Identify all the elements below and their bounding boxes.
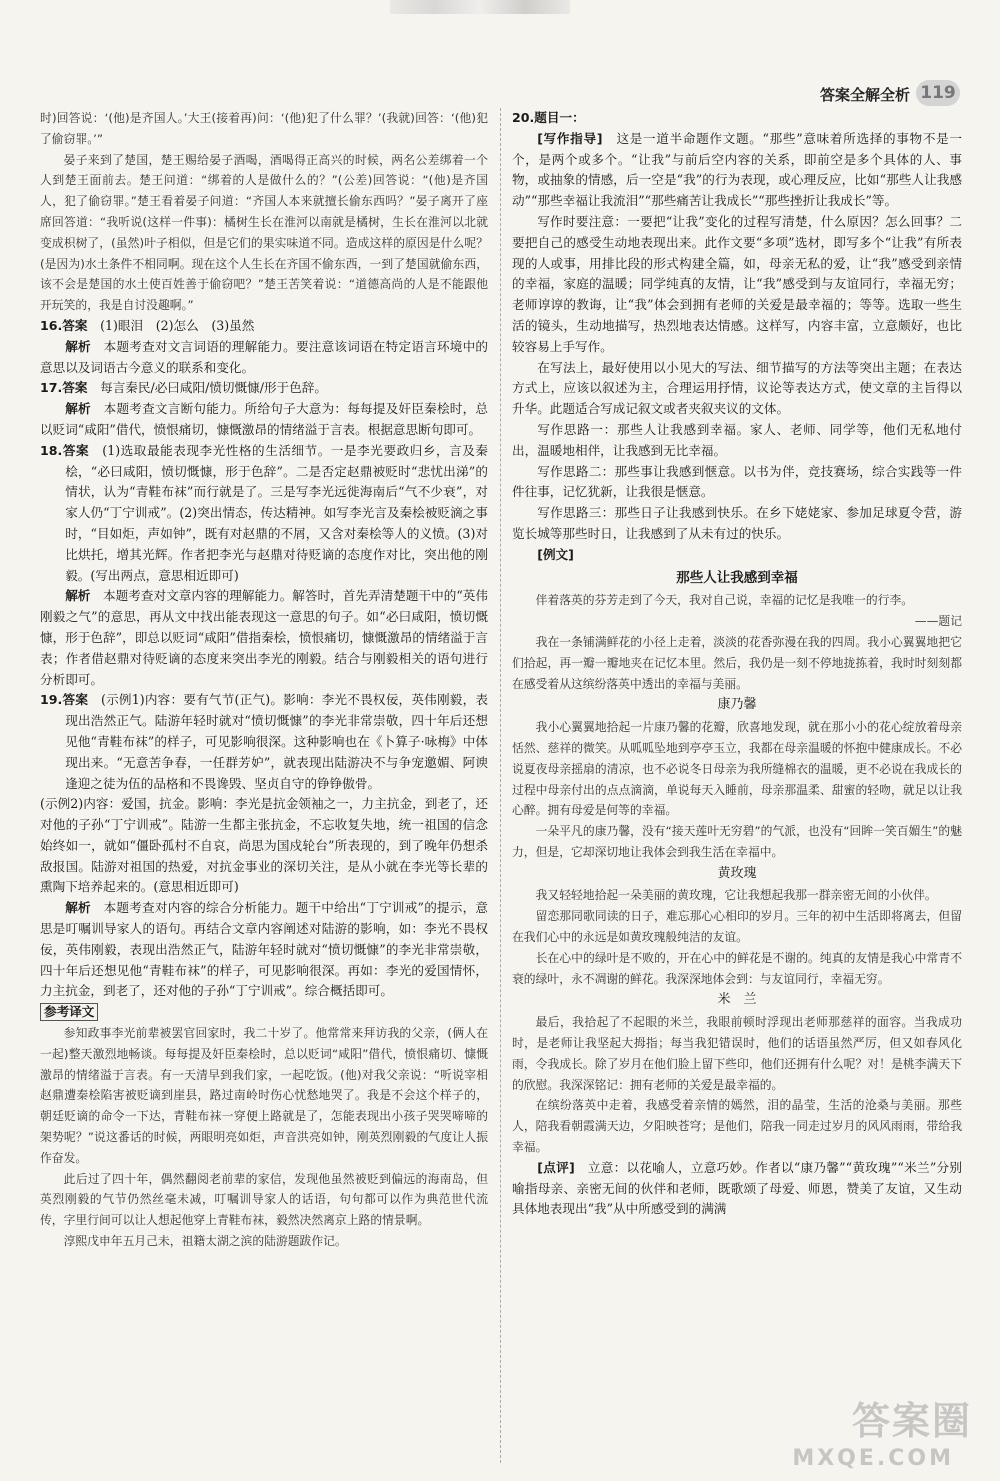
- essay-subheading: 康乃馨: [717, 697, 757, 713]
- essay-title: 那些人让我感到幸福: [676, 569, 798, 586]
- paragraph: [512, 885, 962, 906]
- paragraph-text: 这是一道半命题作文题。“那些”意味着所选择的事物不是一个，是两个或多个。“让我”与前后空内容的关系，即前空是多个具体的人、事物，或抽象的情感，后一空是“我”的行为表现，或心理反应，比如“那些人让我感动”“那些幸福让我流泪”“那些痛苦让我成长”“那些挫折让我成长”等。: [512, 130, 962, 209]
- paragraph: [40, 898, 488, 1002]
- paragraph: [512, 358, 962, 420]
- right-column: [512, 108, 962, 1220]
- paragraph: [512, 906, 962, 948]
- paragraph-text: 写作思路二：那些事让我感到惬意。以书为伴，竞技赛场，综合实践等一件件往事，记忆犹新，让我很是惬意。: [512, 463, 962, 500]
- paragraph-text: 晏子来到了楚国，楚王赐给晏子酒喝，酒喝得正高兴的时候，两名公差绑着一个人到楚王面前去。楚王问道：“绑着的人是做什么的？”(公差)回答说：“(他)是齐国人，犯了偷窃罪。”楚王看着晏子问道：“齐国人本来就擅长偷东西吗？”晏子离开了座席回答道：“我听说(这样一件事)：橘树生长在淮河以南就是橘树，生长在淮河以北就变成枳树了，(虽然)叶子相似，但是它们的果实味道不同。造成这样的原因是什么呢？(是因为)水土条件不相同啊。现在这个人生长在齐国不偷东西，一到了楚国就偷东西，该不会是楚国的水土使百姓善于偷窃吧？”楚王苦笑着说：“道德高尚的人是不能跟他开玩笑的，我是自讨没趣啊。”: [40, 152, 488, 313]
- answer-label: 17.答案: [40, 380, 88, 396]
- paragraph-text: 每言秦民/必曰咸阳/愤切慨慷/形于色辞。: [100, 380, 327, 396]
- paragraph: [512, 545, 962, 566]
- paragraph: [40, 378, 488, 399]
- paragraph-text: 写作时要注意：一要把“让我”变化的过程写清楚，什么原因？怎么回事？二要把自己的感受生动地表现出来。此作文要“多项”选材，即写多个“让我”有所表现的人或事，用排比段的形式构建全篇，如，母亲无私的爱，让“我”感受到亲情的幸福，家庭的温暖；同学纯真的友情，让“我”感受到与友谊同行，幸福无穷；老师谆谆的教诲，让“我”体会到拥有老师的关爱是最幸福的；等等。选取一些生活的镜头，生动地描写，热烈地表达情感。这样写，内容丰富，立意颇好，也比较容易上手写作。: [512, 213, 962, 354]
- answer-label: 解析: [65, 401, 91, 417]
- left-column: [40, 108, 488, 1252]
- paragraph-text: 伴着落英的芬芳走到了今天，我对自己说，幸福的记忆是我唯一的行李。: [535, 593, 914, 608]
- paragraph: [512, 821, 962, 863]
- answer-label: 20.题目一：: [512, 110, 579, 125]
- paragraph: [40, 399, 488, 441]
- paragraph: [40, 441, 488, 587]
- paragraph: [512, 1158, 962, 1220]
- essay-subheading: 黄玫瑰: [717, 865, 757, 881]
- section-tag: [点评]: [537, 1159, 575, 1175]
- paragraph: [512, 1012, 962, 1095]
- paragraph: [512, 611, 962, 632]
- paragraph-text: 立意：以花喻人，立意巧妙。作者以“康乃馨”“黄玫瑰”“米兰”分别喻指母亲、亲密无间的伙伴和老师，既歌颂了母爱、师恩，赞美了友谊，又生动具体地表现出“我”从中所感受到的满满: [512, 1159, 963, 1217]
- section-tag: [写作指导]: [537, 130, 603, 146]
- paragraph: [512, 632, 962, 694]
- answer-label: 16.答案: [40, 317, 88, 333]
- answer-label: 解析: [65, 588, 91, 604]
- paragraph: [40, 316, 488, 337]
- answer-label: 18.答案: [40, 442, 90, 458]
- paragraph-text: 本题考查对文章内容的理解能力。解答时，首先弄清楚题干中的“英伟刚毅之气”的意思，再从文中找出能表现这一意思的句子。如“必曰咸阳，愤切慨慷，形于色辞”，即总以贬词“咸阳”借指秦桧，愤恨痛切，慷慨激昂的情绪溢于言表；作者借赵鼎对待贬谪的态度来突出李光的刚毅。结合与刚毅相关的语句进行分析即可。: [40, 588, 488, 687]
- paragraph: [512, 108, 962, 129]
- paragraph: [512, 212, 962, 358]
- page-number-badge: 119: [916, 80, 960, 106]
- paragraph: [512, 948, 962, 990]
- answer-label: 解析: [65, 900, 91, 916]
- paragraph: [512, 590, 962, 611]
- paragraph-text: 我在一条铺满鲜花的小径上走着，淡淡的花香弥漫在我的四周。我小心翼翼地把它们拾起，再一瓣一瓣地夹在记忆本里。然后，我仍是一刻不停地拢拣着，我时时刻刻都在感受着从这缤纷落英中透出的幸福与美丽。: [512, 634, 962, 691]
- header-title: 答案全解全析: [819, 86, 910, 104]
- watermark-url: MXQE.COM: [792, 1446, 954, 1471]
- paragraph-text: 本题考查文言断句能力。所给句子大意为：每每提及奸臣秦桧时，总以贬词“咸阳”借代，愤恨痛切，慷慨激昂的情绪溢于言表。根据意思断句即可。: [40, 401, 489, 437]
- paragraph-text: 写作思路三：那些日子让我感到快乐。在乡下姥姥家、参加足球夏令营，游览长城等那些时日，让我感到了从未有过的快乐。: [512, 505, 962, 541]
- section-tag: [例文]: [537, 546, 574, 562]
- paragraph: [512, 462, 962, 504]
- paragraph-text: 最后，我拾起了不起眼的米兰，我眼前顿时浮现出老师那慈祥的面容。当我成功时，是老师让我坚起大拇指；每当我犯错误时，他们的话语虽然严厉，但又如春风化雨，令我成长。除了岁月在他们脸上留下些印，他们还拥有什么呢？对！是桃李满天下的欣慰。我深深铭记：拥有老师的关爱是最幸福的。: [512, 1015, 962, 1092]
- paragraph: [40, 1231, 488, 1252]
- page-header: [0, 0, 1000, 104]
- paragraph-text: 参知政事李光前辈被罢官回家时，我二十岁了。他常常来拜访我的父亲，(俩人在一起)整天激烈地畅谈。每每提及奸臣秦桧时，总以贬词“咸阳”借代，愤恨痛切、慷慨激昂的情绪溢于言表。有一天清早到我们家，一起吃饭。(他)对我父亲说：“听说宰相赵鼎遭秦桧陷害被贬谪到崖县，路过南岭时伤心忧愁地哭了。我是不会这个样子的，朝廷贬谪的命令一下达，青鞋布袜一穿便上路就是了，怎能表现出小孩子哭哭啼啼的架势呢？”说这番话的时候，两眼明亮如炬，声音洪亮如钟，刚英烈刚毅的气度让人振作奋发。: [40, 1026, 488, 1165]
- watermark-logo: [792, 1395, 980, 1475]
- paragraph: [40, 1023, 488, 1169]
- paragraph: [40, 150, 488, 316]
- paragraph: [512, 503, 962, 545]
- paragraph-text: (示例1)内容：要有气节(正气)。影响：李光不畏权佞，英伟刚毅，表现出浩然正气。陆游年轻时就对“愤切慨慷”的李光非常崇敬，四十年后还想见他“青鞋布袜”的样子，可见影响很深。这种影响也在《卜算子·咏梅》中体现出来。“无意苦争春，一任群芳妒”，就表现出陆游决不与争宠邀媚、阿谀逢迎之徒为伍的品格和不畏谗毁、坚贞自守的铮铮傲骨。: [65, 692, 488, 791]
- column-divider: [500, 108, 501, 1463]
- paragraph-text: 写作思路一：那些人让我感到幸福。家人、老师、同学等，他们无私地付出，温暖地相伴，让我感到无比幸福。: [512, 421, 962, 458]
- watermark-text: 答案圈: [851, 1399, 972, 1443]
- paragraph-text: 本题考查对内容的综合分析能力。题干中给出“丁宁训戒”的提示，意思是叮嘱训导家人的语句。再结合文章内容阐述对陆游的影响，如：李光不畏权佞，英伟刚毅，表现出浩然正气，陆游年轻时就对“愤切慨慷”的李光非常崇敬，四十年后还想见他“青鞋布袜”的样子，可见影响很深。再如：李光的爱国情怀，力主抗金，到老了，还对他的子孙“丁宁训戒”。综合概括即可。: [40, 900, 488, 999]
- paragraph-text: (1)眼泪 (2)怎么 (3)虽然: [100, 317, 255, 333]
- paragraph-text: ——题记: [914, 614, 962, 629]
- paragraph: [512, 717, 962, 821]
- paragraph: [40, 794, 488, 898]
- paragraph-text: 长在心中的绿叶是不败的，开在心中的鲜花是不谢的。纯真的友情是我心中常青不衰的绿叶，永不凋谢的鲜花。我深深地体会到：与友谊同行，幸福无穷。: [512, 950, 962, 986]
- section-label: 参考译文: [40, 1003, 98, 1021]
- paragraph-text: 我又轻轻地拾起一朵美丽的黄玫瑰，它让我想起我那一群亲密无间的小伙伴。: [535, 888, 937, 903]
- reference-translation-heading: [40, 1002, 488, 1023]
- paragraph-text: 一朵平凡的康乃馨，没有“接天莲叶无穷碧”的气派，也没有“回眸一笑百媚生”的魅力，但是，它却深切地让我体会到我生活在幸福中。: [512, 824, 962, 859]
- paragraph-text: (1)选取最能表现李光性格的生活细节。一是李光要政归乡，言及秦桧，“必曰咸阳，愤切慨慷，形于色辞”。二是否定赵鼎被贬时“悲忧出涕”的情状，认为“青鞋布袜”而行就是了。三是写李光远徙海南后“气不少衰”，对家人仍“丁宁训戒”。(2)突出情态，传达精神。如写李光言及秦桧被贬滴之事时，“目如炬，声如钟”，既有对赵鼎的不屑，又含对秦桧等人的义愤。(3)对比烘托，增其光辉。作者把李光与赵鼎对待贬谪的态度作对比，突出他的刚毅。(写出两点，意思相近即可): [65, 442, 489, 583]
- answer-label: 19.答案: [40, 692, 89, 708]
- paragraph: [512, 420, 962, 462]
- paragraph-text: 此后过了四十年，偶然翻阅老前辈的家信，发现他虽然被贬到偏远的海南岛，但英烈刚毅的气节仍然丝毫未减，叮嘱训导家人的话语，句句都可以作为典范世代流传，字里行间可以让人想起他穿上青鞋布袜，毅然决然离京上路的情景啊。: [40, 1171, 488, 1228]
- paragraph-text: 时)回答说：‘(他)是齐国人。’大王(接着再)问：‘(他)犯了什么罪？’(我就)回答：‘(他)犯了偷窃罪。’”: [40, 111, 488, 146]
- paragraph-text: 在缤纷落英中走着，我感受着亲情的嫣然，泪的晶莹，生活的沧桑与美丽。那些人，陪我看朝霞满天边，夕阳映苍穹；是他们，陪我一同走过岁月的风风雨雨，带给我幸福。: [512, 1098, 962, 1155]
- scan-artifact: [390, 0, 570, 14]
- paragraph-text: 留恋那同歌同读的日子，难忘那心心相印的岁月。三年的初中生活即将离去，但留在我们心中的永远是如黄玫瑰般纯洁的友谊。: [512, 909, 962, 945]
- paragraph: [512, 1095, 962, 1157]
- paragraph-text: 淳熙戊申年五月己未，祖籍太湖之滨的陆游题跋作记。: [63, 1234, 347, 1249]
- paragraph: [40, 337, 488, 379]
- paragraph-text: 本题考查对文言词语的理解能力。要注意该词语在特定语言环境中的意思以及词语古今意义的联系和变化。: [40, 338, 489, 375]
- answer-label: 解析: [65, 338, 91, 354]
- paragraph: [512, 129, 962, 212]
- paragraph: [40, 108, 488, 150]
- paragraph: [40, 690, 488, 794]
- paragraph: [40, 1169, 488, 1231]
- paragraph-text: (示例2)内容：爱国，抗金。影响：李光是抗金领袖之一，力主抗金，到老了，还对他的子孙“丁宁训戒”。陆游一生都主张抗金，不忘收复失地，统一祖国的信念始终如一，就如“僵卧孤村不自哀，尚思为国戍轮台”所表现的，到了晚年仍想杀敌报国。陆游对祖国的热爱，对抗金事业的深切关注，是从小就在李光等长辈的熏陶下培养起来的。(意思相近即可): [40, 796, 488, 895]
- paragraph-text: 在写法上，最好使用以小见大的写法、细节描写的方法等突出主题；在表达方式上，应该以叙述为主，合理运用抒情，议论等表达方式，使文章的主旨得以升华。此题适合写成记叙文或者夹叙夹议的文体。: [512, 359, 962, 417]
- paragraph-text: 我小心翼翼地拾起一片康乃馨的花瓣，欣喜地发现，就在那小小的花心绽放着母亲恬然、慈祥的微笑。从呱呱坠地到亭亭玉立，我都在母亲温暖的怀抱中健康成长。不必说夏夜母亲摇扇的清凉，也不必说冬日母亲为我所缝棉衣的温暖，更不必说在我成长的过程中母亲付出的点点滴滴，单说每天入睡前，母亲那温柔、甜蜜的轻吻，就足以让我心醉。拥有母爱是何等的幸福。: [512, 720, 962, 818]
- essay-subheading: 米 兰: [717, 992, 757, 1008]
- paragraph: [40, 586, 488, 690]
